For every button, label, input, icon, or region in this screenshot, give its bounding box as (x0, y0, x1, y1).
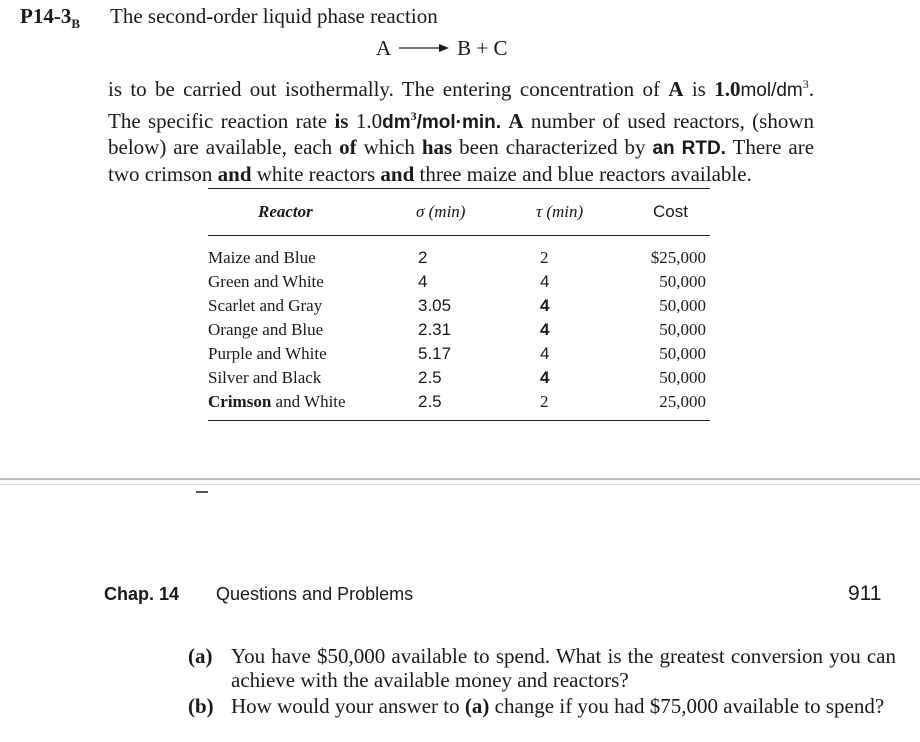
table-row (208, 318, 710, 342)
reactor-sigma: 2.31 (418, 320, 452, 339)
question-label: (b) (188, 694, 214, 718)
question-a (188, 644, 896, 692)
table-header-row (208, 189, 710, 236)
reactor-cost: 50,000 (659, 296, 706, 315)
question-label: (a) (188, 644, 213, 668)
question-b (188, 694, 896, 718)
reactor-tau: 4 (540, 296, 550, 315)
reaction-equation (376, 36, 508, 61)
reactor-cost: 50,000 (659, 272, 706, 291)
reactor-sigma: 2 (418, 248, 428, 267)
reactor-sigma: 2.5 (418, 368, 442, 387)
reactor-tau: 4 (540, 272, 550, 291)
reactor-name: Maize and Blue (208, 248, 316, 267)
table-row (208, 294, 710, 318)
header-tau: τ (min) (536, 202, 584, 221)
reactor-tau: 4 (540, 368, 550, 387)
reactor-table (208, 188, 710, 421)
reaction-arrow-icon (399, 41, 449, 55)
reactor-tau: 4 (540, 320, 550, 339)
page-divider-shadow (0, 484, 920, 485)
reactor-sigma: 5.17 (418, 344, 452, 363)
page-number: 911 (848, 582, 882, 605)
reactor-sigma: 3.05 (418, 296, 452, 315)
chapter-title: Questions and Problems (216, 584, 414, 604)
reactor-name: Crimson and White (208, 392, 346, 411)
reactor-name: Scarlet and Gray (208, 296, 323, 315)
problem-intro: The second-order liquid phase reaction (110, 4, 438, 28)
reactant: A (376, 36, 392, 60)
reactor-cost: 25,000 (659, 392, 706, 411)
problem-number: $P14-3_B$ (20, 4, 80, 32)
reactor-sigma: 2.5 (418, 392, 442, 411)
reactor-cost: 50,000 (659, 320, 706, 339)
problem-paragraph: is to be carried out isothermally. The entering concentration of A is $1.0mol/dm^3$. The specific reaction rate is $1.0dm^3/mol\cdot\min$. A number of used reactors, (shown below) are available, each of which has been characterized by an RTD. There are two crimson and white reactors and three maize and blue reactors available. (108, 77, 815, 186)
table-row (208, 390, 710, 421)
table-row (208, 236, 710, 271)
header-cost: Cost (653, 202, 688, 221)
header-sigma: σ (min) (416, 202, 466, 221)
reactor-tau: 2 (540, 248, 549, 267)
reactor-name: Silver and Black (208, 368, 322, 387)
question-text: You have $50,000 available to spend. What is the greatest conversion you can achieve with the available money and reactors? (231, 644, 896, 692)
question-text: How would your answer to (a) change if you had $75,000 available to spend? (231, 694, 885, 718)
reactor-sigma: 4 (418, 272, 428, 291)
scan-mark (196, 491, 208, 493)
products: B + C (457, 36, 508, 60)
table-row (208, 366, 710, 390)
reactor-name: Green and White (208, 272, 324, 291)
table-row (208, 342, 710, 366)
header-reactor: Reactor (258, 202, 313, 221)
reactor-tau: 2 (540, 392, 549, 411)
reactor-cost: $25,000 (650, 248, 706, 267)
reactor-tau: 4 (540, 344, 550, 363)
reactor-name: Purple and White (208, 344, 327, 363)
reactor-cost: 50,000 (659, 344, 706, 363)
chapter-label: Chap. 14 (104, 584, 180, 604)
reactor-cost: 50,000 (659, 368, 706, 387)
reactor-name: Orange and Blue (208, 320, 324, 339)
table-row (208, 270, 710, 294)
page-divider (0, 478, 920, 480)
